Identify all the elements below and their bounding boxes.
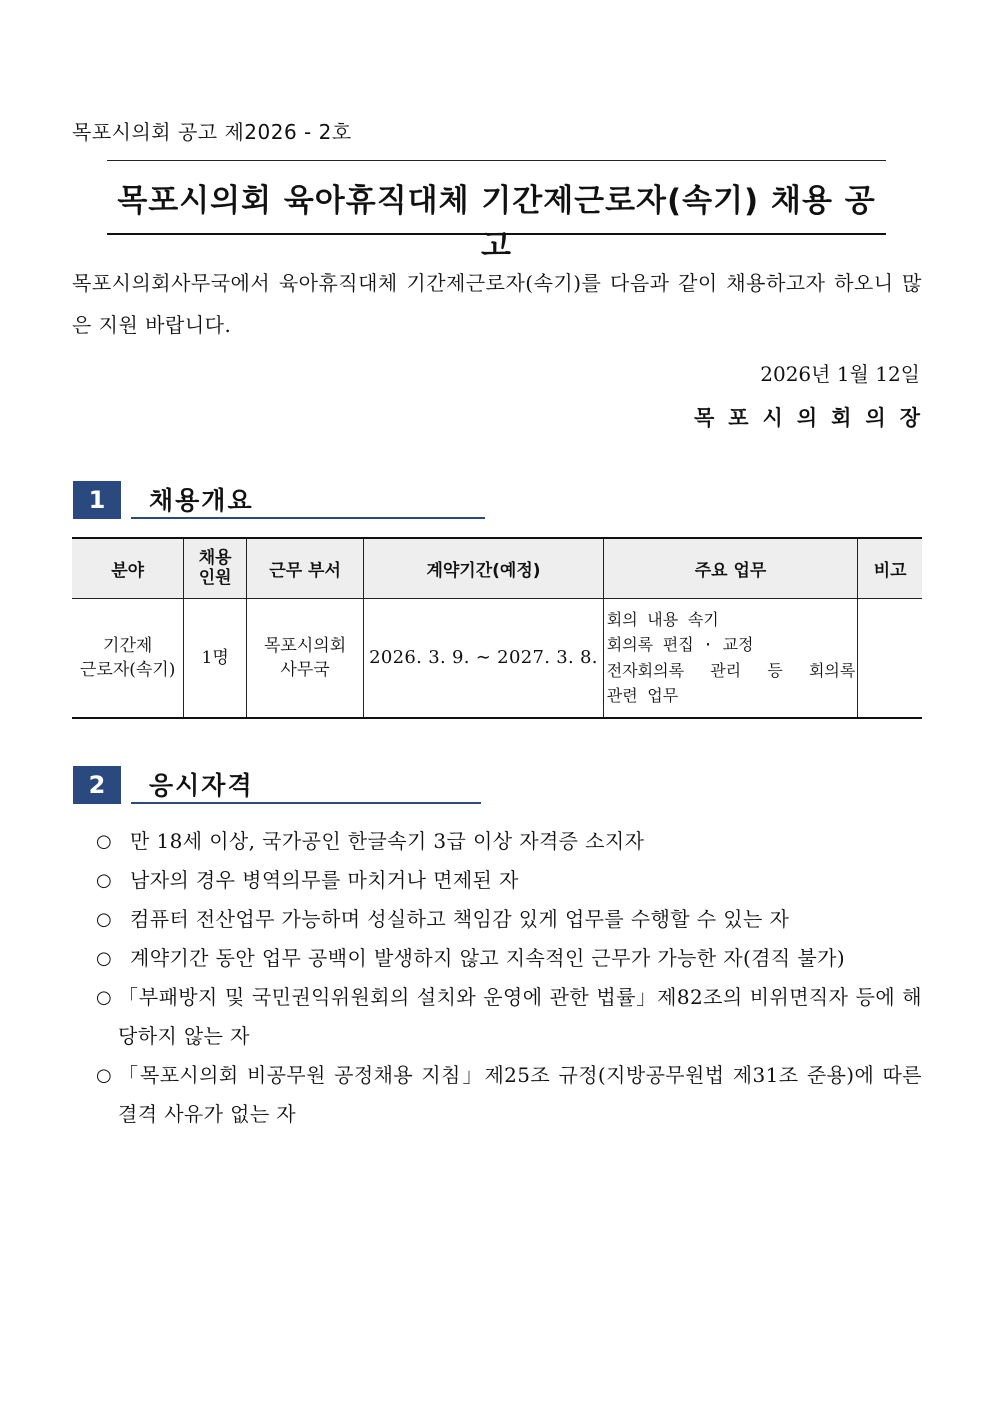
cell-field-line2: 근로자(속기)	[79, 659, 176, 680]
list-item	[96, 939, 922, 978]
bullet-icon: ○	[96, 1065, 113, 1086]
qualification-text: 만 18세 이상, 국가공인 한글속기 3급 이상 자격증 소지자	[130, 829, 645, 853]
header-count-line2: 인원	[198, 568, 232, 589]
cell-field-line1: 기간제	[103, 635, 153, 656]
bullet-icon: ○	[96, 948, 113, 969]
table-row	[72, 598, 922, 718]
title-top-rule	[107, 160, 886, 161]
table-header-row	[72, 538, 922, 598]
duty-line: 회의록 편집 · 교정	[606, 635, 754, 654]
section-number: 2	[73, 766, 121, 804]
cell-dept	[246, 598, 363, 718]
qualification-text: 「부패방지 및 국민권익위원회의 설치와 운영에 관한 법률」제82조의 비위면직자 등에 해당하지 않는 자	[118, 985, 922, 1048]
list-item	[96, 978, 922, 1056]
cell-dept-line2: 사무국	[280, 659, 330, 680]
bullet-icon: ○	[96, 831, 113, 852]
qualifications-list	[96, 822, 922, 1134]
list-item	[96, 861, 922, 900]
page-title: 목포시의회 육아휴직대체 기간제근로자(속기) 채용 공고	[117, 183, 876, 264]
recruitment-overview-table	[72, 537, 922, 719]
header-period: 계약기간(예정)	[364, 538, 604, 598]
bullet-icon: ○	[96, 909, 113, 930]
cell-period: 2026. 3. 9. ∼ 2027. 3. 8.	[364, 598, 604, 718]
section-title: 응시자격	[131, 766, 481, 804]
header-count	[184, 538, 247, 598]
issuer-name: 목포시의회의장	[693, 405, 934, 430]
duty-line	[607, 658, 856, 684]
section-overview-heading	[73, 479, 485, 519]
qualification-text: 컴퓨터 전산업무 가능하며 성실하고 책임감 있게 업무를 수행할 수 있는 자	[130, 907, 790, 931]
intro-paragraph: 목포시의회사무국에서 육아휴직대체 기간제근로자(속기)를 다음과 같이 채용하고자 하오니 많은 지원 바랍니다.	[72, 271, 922, 337]
cell-dept-line1: 목포시의회	[264, 635, 347, 656]
list-item	[96, 822, 922, 861]
list-item	[96, 900, 922, 939]
bullet-icon: ○	[96, 870, 113, 891]
header-count-line1: 채용	[198, 548, 232, 569]
header-field: 분야	[72, 538, 184, 598]
duty-word: 회의록	[808, 660, 856, 680]
duty-line: 회의 내용 속기	[606, 609, 719, 629]
notice-date: 2026년 1월 12일	[760, 362, 920, 386]
qualification-text: 남자의 경우 병역의무를 마치거나 면제된 자	[130, 868, 519, 892]
title-bottom-rule	[107, 233, 886, 235]
section-title: 채용개요	[131, 481, 485, 519]
qualification-text: 계약기간 동안 업무 공백이 발생하지 않고 지속적인 근무가 가능한 자(겸직 불가)	[130, 946, 846, 970]
duty-word: 관리	[710, 660, 742, 680]
notice-number: 목포시의회 공고 제2026 - 2호	[72, 120, 352, 144]
header-dept: 근무 부서	[246, 538, 363, 598]
duty-word: 전자회의록	[606, 660, 685, 680]
section-qualifications-heading	[73, 764, 481, 804]
cell-duties	[603, 598, 858, 718]
qualification-text: 「목포시의회 비공무원 공정채용 지침」제25조 규정(지방공무원법 제31조 준용)에 따른 결격 사유가 없는 자	[118, 1063, 922, 1126]
cell-field	[72, 598, 184, 718]
cell-count: 1명	[184, 598, 247, 718]
bullet-icon: ○	[96, 987, 113, 1008]
duty-word: 등	[767, 660, 783, 680]
cell-note	[858, 598, 922, 718]
header-duties: 주요 업무	[603, 538, 858, 598]
header-note: 비고	[858, 538, 922, 598]
duty-line: 관련 업무	[606, 686, 679, 705]
list-item	[96, 1056, 922, 1134]
section-number: 1	[73, 481, 121, 519]
